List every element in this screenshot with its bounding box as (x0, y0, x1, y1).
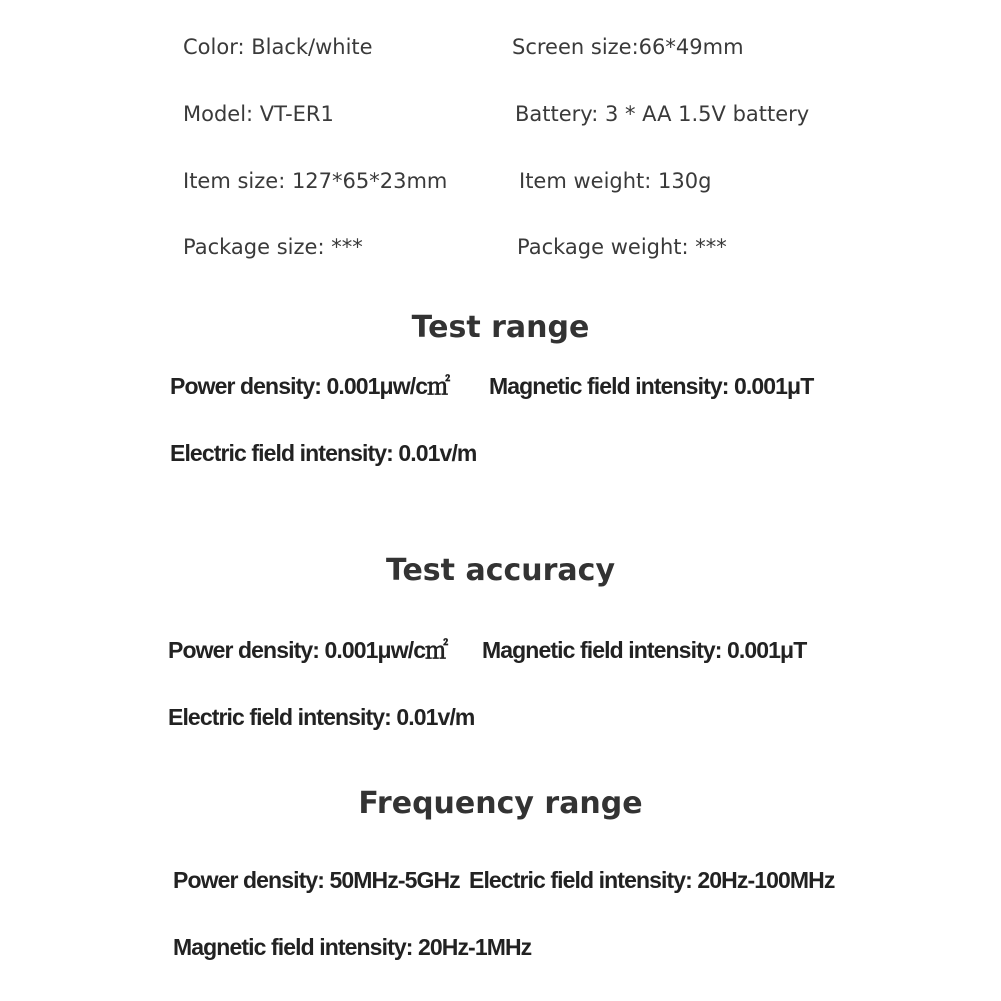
frequency-range-magnetic-field: Magnetic field intensity: 20Hz-1MHz (173, 934, 532, 960)
frequency-range-electric-field: Electric field intensity: 20Hz-100MHz (469, 867, 835, 893)
frequency-range-heading: Frequency range (358, 786, 643, 821)
test-accuracy-magnetic-field: Magnetic field intensity: 0.001μT (482, 637, 807, 663)
test-accuracy-electric-field: Electric field intensity: 0.01v/m (168, 704, 475, 730)
test-range-power-density: Power density: 0.001μw/c㎡ (170, 373, 450, 399)
spec-item-size: Item size: 127*65*23mm (183, 169, 448, 193)
frequency-range-power-density: Power density: 50MHz-5GHz (173, 867, 460, 893)
test-accuracy-power-density: Power density: 0.001μw/c㎡ (168, 637, 448, 663)
spec-package-size: Package size: *** (183, 235, 363, 259)
test-accuracy-heading: Test accuracy (385, 553, 615, 588)
spec-screen-size: Screen size:66*49mm (512, 35, 744, 59)
spec-model: Model: VT-ER1 (183, 102, 334, 126)
test-range-magnetic-field: Magnetic field intensity: 0.001μT (489, 373, 814, 399)
spec-package-weight: Package weight: *** (517, 235, 727, 259)
test-range-heading: Test range (411, 310, 590, 345)
spec-item-weight: Item weight: 130g (519, 169, 712, 193)
spec-color: Color: Black/white (183, 35, 373, 59)
spec-battery: Battery: 3 * AA 1.5V battery (515, 102, 810, 126)
test-range-electric-field: Electric field intensity: 0.01v/m (170, 440, 477, 466)
